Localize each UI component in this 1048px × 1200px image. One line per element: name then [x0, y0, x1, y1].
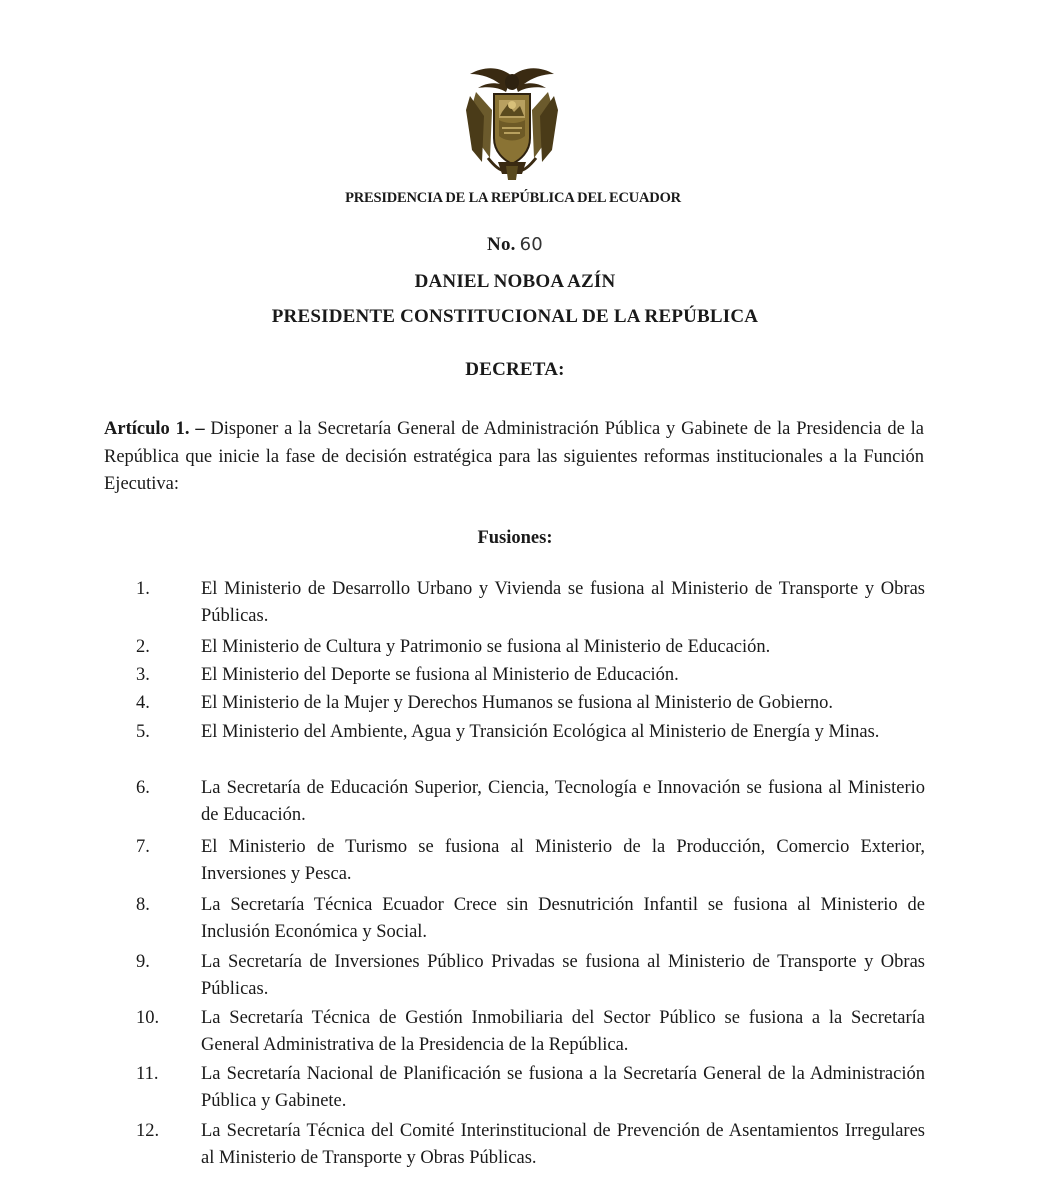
list-item-text: El Ministerio de Cultura y Patrimonio se fusiona al Ministerio de Educación.: [201, 637, 771, 657]
presidency-office-heading: PRESIDENCIA DE LA REPÚBLICA DEL ECUADOR: [345, 190, 681, 206]
list-item-text: La Secretaría Técnica Ecuador Crece sin Desnutrición Infantil se fusiona al Ministerio de Inclusión Económica y Social.: [201, 895, 925, 942]
list-item-text: El Ministerio de Desarrollo Urbano y Vivienda se fusiona al Ministerio de Transporte y Obras Públicas.: [201, 579, 925, 626]
president-name: DANIEL NOBOA AZÍN: [414, 271, 616, 292]
coat-of-arms-seal-icon: [462, 62, 562, 184]
list-item-text: La Secretaría Técnica de Gestión Inmobiliaria del Sector Público se fusiona a la Secretaría General Administrativa de la Presidencia de la República.: [201, 1008, 925, 1055]
list-item-text: La Secretaría Nacional de Planificación se fusiona a la Secretaría General de la Administración Pública y Gabinete.: [201, 1064, 925, 1111]
list-item-number: 4.: [136, 693, 150, 713]
decree-number-line: [0, 234, 1030, 256]
list-item-text: El Ministerio del Deporte se fusiona al Ministerio de Educación.: [201, 665, 679, 685]
list-item-number: 7.: [136, 837, 150, 857]
list-item-number: 6.: [136, 778, 150, 798]
list-item-number: 5.: [136, 722, 150, 742]
list-item-number: 3.: [136, 665, 150, 685]
list-item-text: La Secretaría de Educación Superior, Ciencia, Tecnología e Innovación se fusiona al Ministerio de Educación.: [201, 778, 925, 825]
list-item-number: 10.: [136, 1008, 160, 1028]
decree-number-label: No.: [487, 234, 516, 255]
fusiones-heading: Fusiones:: [477, 528, 553, 548]
list-item-number: 12.: [136, 1121, 160, 1141]
list-item-number: 11.: [136, 1064, 159, 1084]
list-item-text: El Ministerio de Turismo se fusiona al Ministerio de la Producción, Comercio Exterior, Inversiones y Pesca.: [201, 837, 925, 884]
list-item-number: 2.: [136, 637, 150, 657]
list-item-text: La Secretaría Técnica del Comité Interinstitucional de Prevención de Asentamientos Irregulares al Ministerio de Transporte y Obras Públicas.: [201, 1121, 925, 1168]
list-item-text: El Ministerio de la Mujer y Derechos Humanos se fusiona al Ministerio de Gobierno.: [201, 693, 833, 713]
list-item-number: 9.: [136, 952, 150, 972]
article-label: Artículo 1. –: [104, 419, 205, 439]
decree-heading: DECRETA:: [465, 359, 565, 380]
list-item-number: 8.: [136, 895, 150, 915]
president-title: PRESIDENTE CONSTITUCIONAL DE LA REPÚBLICA: [271, 306, 759, 327]
decree-number-value: 60: [519, 234, 543, 255]
article-1-paragraph: [104, 416, 924, 499]
list-item-text: El Ministerio del Ambiente, Agua y Transición Ecológica al Ministerio de Energía y Minas.: [201, 722, 880, 742]
list-item-text: La Secretaría de Inversiones Público Privadas se fusiona al Ministerio de Transporte y Obras Públicas.: [201, 952, 925, 999]
list-item-number: 1.: [136, 579, 150, 599]
article-text: Disponer a la Secretaría General de Administración Pública y Gabinete de la Presidencia de la República que inicie la fase de decisión estratégica para las siguientes reformas institucionales a la Función Ejecutiva:: [104, 419, 925, 494]
